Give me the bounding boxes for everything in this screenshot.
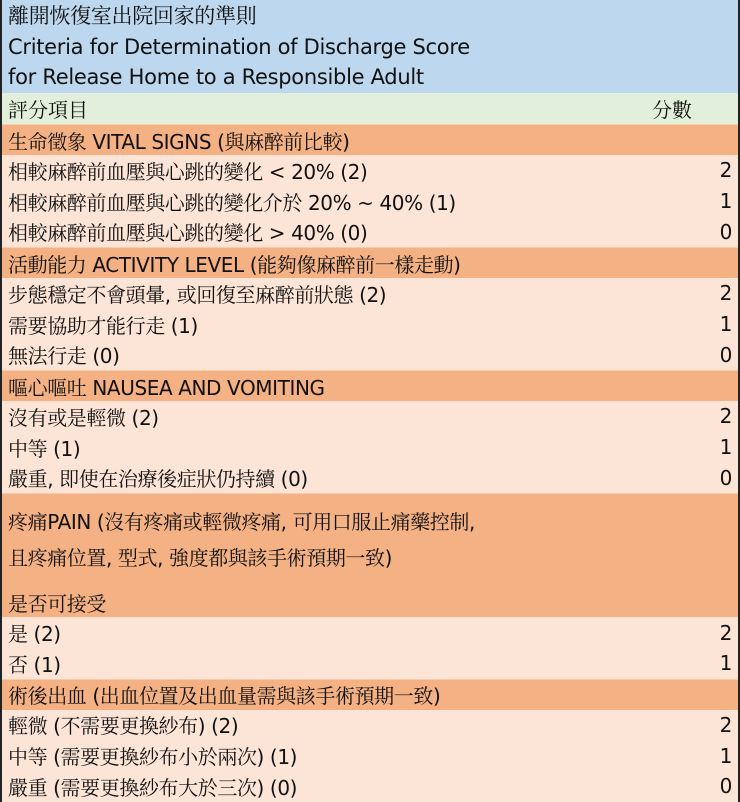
table-row bbox=[2, 432, 738, 463]
criteria-label: 是 (2) bbox=[8, 622, 61, 647]
criteria-label: 相較麻醉前血壓與心跳的變化 > 40% (0) bbox=[8, 221, 368, 246]
score-value: 2 bbox=[719, 158, 732, 183]
criteria-label: 需要協助才能行走 (1) bbox=[8, 313, 198, 338]
criteria-label: 步態穩定不會頭暈, 或回復至麻醉前狀態 (2) bbox=[8, 282, 387, 307]
title-zh: 離開恢復室出院回家的準則 bbox=[8, 4, 257, 28]
section-vital-signs bbox=[2, 124, 738, 155]
score-value: 2 bbox=[719, 404, 732, 429]
criteria-label: 輕微 (不需要更換紗布) (2) bbox=[8, 714, 239, 739]
table-row bbox=[2, 771, 738, 802]
criteria-label: 否 (1) bbox=[8, 652, 61, 677]
table-row bbox=[2, 216, 738, 247]
score-value: 2 bbox=[719, 712, 732, 737]
criteria-label: 中等 (1) bbox=[8, 436, 81, 461]
table-row bbox=[2, 463, 738, 494]
table-row bbox=[2, 339, 738, 370]
table-row bbox=[2, 710, 738, 741]
score-value: 0 bbox=[719, 219, 732, 244]
table-row bbox=[2, 309, 738, 340]
score-value: 0 bbox=[719, 774, 732, 799]
section-title: 活動能力 ACTIVITY LEVEL (能夠像麻醉前一樣走動) bbox=[8, 252, 461, 277]
criteria-label: 沒有或是輕微 (2) bbox=[8, 405, 159, 430]
table-row bbox=[2, 155, 738, 186]
score-value: 1 bbox=[719, 435, 732, 460]
table-row bbox=[2, 186, 738, 217]
title-en-line2: for Release Home to a Responsible Adult bbox=[8, 65, 424, 89]
score-value: 0 bbox=[719, 342, 732, 367]
score-value: 2 bbox=[719, 281, 732, 306]
table-row bbox=[2, 740, 738, 771]
table-row bbox=[2, 278, 738, 309]
criteria-label: 無法行走 (0) bbox=[8, 344, 120, 369]
section-title: 生命徵象 VITAL SIGNS (與麻醉前比較) bbox=[8, 129, 350, 154]
title-en-line1: Criteria for Determination of Discharge Score bbox=[8, 34, 470, 59]
table-row bbox=[2, 648, 738, 679]
section-nausea-vomiting bbox=[2, 370, 738, 401]
section-title-line3: 是否可接受 bbox=[8, 592, 106, 617]
score-value: 0 bbox=[719, 465, 732, 490]
criteria-label: 相較麻醉前血壓與心跳的變化 < 20% (2) bbox=[8, 159, 368, 184]
table-row bbox=[2, 401, 738, 432]
criteria-label: 中等 (需要更換紗布小於兩次) (1) bbox=[8, 745, 298, 770]
section-title-line2: 且疼痛位置, 型式, 強度都與該手術預期一致) bbox=[8, 546, 393, 571]
score-value: 1 bbox=[719, 189, 732, 214]
score-column-label: 分數 bbox=[652, 98, 692, 122]
item-column-label: 評分項目 bbox=[8, 98, 88, 122]
score-value: 2 bbox=[719, 620, 732, 645]
section-title: 術後出血 (出血位置及出血量需與該手術預期一致) bbox=[8, 684, 441, 709]
section-title: 嘔心嘔吐 NAUSEA AND VOMITING bbox=[8, 375, 325, 400]
table-title bbox=[2, 0, 738, 93]
section-pain bbox=[2, 493, 738, 617]
section-title-line1: 疼痛PAIN (沒有疼痛或輕微疼痛, 可用口服止痛藥控制, bbox=[8, 510, 475, 535]
criteria-label: 相較麻醉前血壓與心跳的變化介於 20% ~ 40% (1) bbox=[8, 190, 456, 215]
section-activity-level bbox=[2, 247, 738, 278]
score-value: 1 bbox=[719, 312, 732, 337]
criteria-label: 嚴重, 即使在治療後症狀仍持續 (0) bbox=[8, 467, 308, 492]
section-surgical-bleeding bbox=[2, 679, 738, 710]
criteria-label: 嚴重 (需要更換紗布大於三次) (0) bbox=[8, 775, 298, 800]
column-header-row bbox=[2, 93, 738, 124]
score-value: 1 bbox=[719, 743, 732, 768]
score-value: 1 bbox=[719, 651, 732, 676]
table-row bbox=[2, 617, 738, 648]
